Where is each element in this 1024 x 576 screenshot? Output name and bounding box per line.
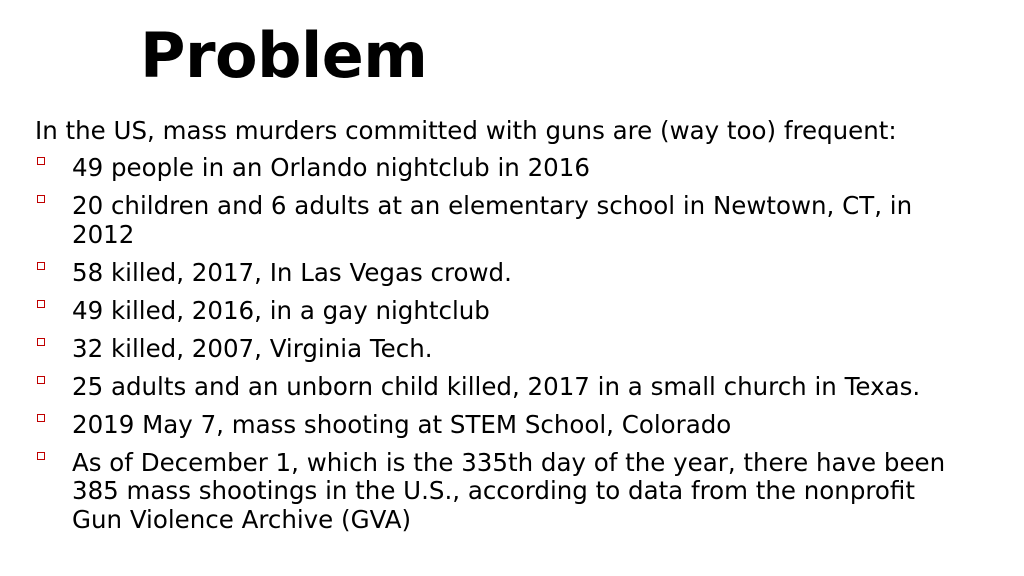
bullet-text: 49 people in an Orlando nightclub in 2016 — [72, 153, 590, 182]
hollow-square-bullet-icon — [37, 195, 45, 203]
hollow-square-bullet-icon — [37, 338, 45, 346]
bullet-item — [0, 259, 952, 288]
bullet-text: 25 adults and an unborn child killed, 2017 in a small church in Texas. — [72, 371, 921, 401]
bullet-item — [0, 411, 952, 440]
bullet-list — [0, 154, 1000, 544]
bullet-item — [0, 449, 952, 535]
bullet-item — [0, 335, 952, 364]
bullet-text: 2019 May 7, mass shooting at STEM School, Colorado — [72, 409, 732, 439]
bullet-item — [0, 192, 952, 249]
bullet-text: 32 killed, 2007, Virginia Tech. — [72, 333, 433, 363]
bullet-item — [0, 373, 952, 402]
bullet-text: As of December 1, which is the 335th day of the year, there have been 385 mass shootings in the U.S., according to data from the nonprofit Gun Violence Archive (GVA) — [72, 447, 946, 534]
hollow-square-bullet-icon — [37, 300, 45, 308]
slide-title: Problem — [140, 19, 428, 92]
hollow-square-bullet-icon — [37, 262, 45, 270]
bullet-text: 20 children and 6 adults at an elementary school in Newtown, CT, in 2012 — [72, 191, 913, 249]
intro-text: In the US, mass murders committed with guns are (way too) frequent: — [35, 116, 897, 145]
hollow-square-bullet-icon — [37, 414, 45, 422]
hollow-square-bullet-icon — [37, 157, 45, 165]
bullet-item — [0, 154, 952, 183]
hollow-square-bullet-icon — [37, 376, 45, 384]
hollow-square-bullet-icon — [37, 452, 45, 460]
bullet-text: 49 killed, 2016, in a gay nightclub — [72, 295, 490, 325]
bullet-text: 58 killed, 2017, In Las Vegas crowd. — [72, 257, 512, 287]
bullet-item — [0, 297, 952, 326]
